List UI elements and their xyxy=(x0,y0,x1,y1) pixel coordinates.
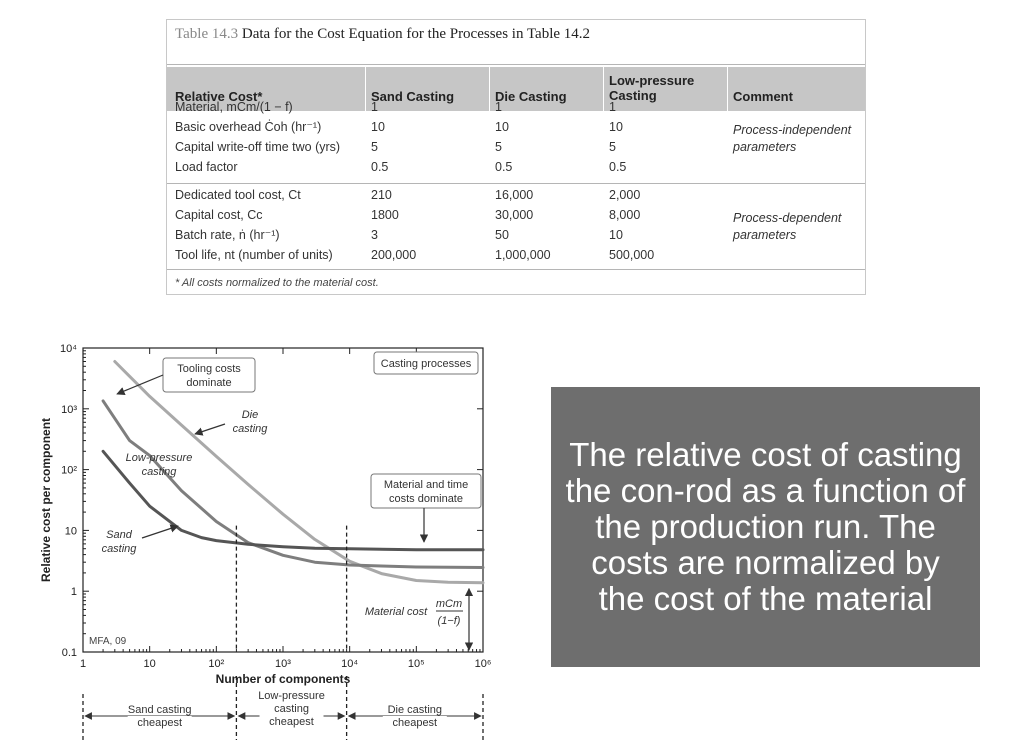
table-cell: 200,000 xyxy=(371,248,417,262)
table-cell: Dedicated tool cost, Ct xyxy=(175,188,301,202)
region-label: Low-pressure xyxy=(258,690,325,702)
table-cell: 10 xyxy=(609,228,623,242)
table-cell: 0.5 xyxy=(495,160,513,174)
table-cell: 500,000 xyxy=(609,248,655,262)
table-cell: 50 xyxy=(495,228,509,242)
table-cell: 210 xyxy=(371,188,392,202)
table-cell: Batch rate, ṅ (hr⁻¹) xyxy=(175,228,280,242)
comment-process-dependent: Process-dependent parameters xyxy=(733,211,842,242)
legend-label: Casting processes xyxy=(380,358,472,370)
table-cell: 16,000 xyxy=(495,188,534,202)
y-tick-label: 10² xyxy=(61,464,77,477)
material-formula-den: (1−f) xyxy=(437,615,461,627)
table-cell: Basic overhead Ċoh (hr⁻¹) xyxy=(175,120,322,134)
x-tick-label: 10⁶ xyxy=(474,658,492,670)
region-label: casting xyxy=(274,703,309,715)
low-pressure-label: casting xyxy=(141,466,177,478)
x-tick-label: 10⁴ xyxy=(341,658,359,670)
region-label: cheapest xyxy=(137,717,183,729)
table-cell: 10 xyxy=(609,120,623,134)
table-number: Table 14.3 xyxy=(175,26,239,42)
header-low-pressure-casting: Low-pressure Casting xyxy=(609,73,695,103)
x-tick-label: 10³ xyxy=(275,658,291,670)
table-cell: Load factor xyxy=(175,160,238,174)
table-cell: 5 xyxy=(371,140,378,154)
y-tick-label: 1 xyxy=(70,586,77,599)
region-label: Die casting xyxy=(387,704,443,716)
x-tick-label: 10⁵ xyxy=(407,658,425,670)
table-cell: Capital cost, Cc xyxy=(175,208,263,222)
sand-casting-label: Sand xyxy=(106,529,132,541)
table-cell: Material, mCm/(1 − f) xyxy=(175,100,293,114)
tooling-label: Tooling costs xyxy=(177,363,241,375)
x-tick-label: 10 xyxy=(143,658,156,670)
material-time-label: Material and time xyxy=(383,479,469,491)
header-relative-cost: Relative Cost* xyxy=(175,89,263,104)
y-tick-label: 10 xyxy=(64,525,77,538)
comment-process-independent: Process-independent parameters xyxy=(733,123,852,154)
y-tick-label: 10⁴ xyxy=(60,343,77,355)
x-tick-label: 10² xyxy=(208,658,225,670)
table-title: Data for the Cost Equation for the Processes in Table 14.2 xyxy=(241,26,591,42)
tooling-label: dominate xyxy=(186,377,232,389)
y-axis-label: Relative cost per component xyxy=(39,417,53,583)
table-cell: 5 xyxy=(495,140,502,154)
sand-casting-label: casting xyxy=(101,543,137,555)
table-cell: 10 xyxy=(495,120,509,134)
table-cell: 1800 xyxy=(371,208,399,222)
material-formula-num: mCm xyxy=(435,598,463,610)
table-cell: 0.5 xyxy=(371,160,389,174)
table-cell: 10 xyxy=(371,120,385,134)
table-cell: 2,000 xyxy=(609,188,641,202)
low-pressure-label: Low-pressure xyxy=(125,452,193,464)
y-tick-label: 10³ xyxy=(61,403,77,416)
caption-text: The relative cost of casting the con-rod as a function of the production run. The costs are normalized by the cost of the material xyxy=(565,436,966,617)
table-cell: Capital write-off time two (yrs) xyxy=(175,140,341,154)
x-axis-label: Number of components xyxy=(215,672,351,686)
region-label: cheapest xyxy=(269,716,314,728)
die-casting-label: Die xyxy=(241,409,259,421)
table-cell: 30,000 xyxy=(495,208,534,222)
y-tick-label: 0.1 xyxy=(61,647,77,659)
table-footnote: * All costs normalized to the material cost. xyxy=(175,277,379,289)
data-table xyxy=(166,19,866,295)
table-cell: 1 xyxy=(371,100,378,114)
header-sand-casting: Sand Casting xyxy=(371,89,455,104)
table-cell: 1 xyxy=(495,100,502,114)
material-cost-label: Material cost xyxy=(364,606,428,618)
region-label: cheapest xyxy=(392,717,438,729)
credit-label: MFA, 09 xyxy=(89,636,127,647)
material-time-label: costs dominate xyxy=(389,493,463,505)
header-die-casting: Die Casting xyxy=(495,89,567,104)
chart-description-caption xyxy=(551,387,980,667)
region-label: Sand casting xyxy=(127,704,192,716)
table-cell: Tool life, nt (number of units) xyxy=(175,248,333,262)
table-caption xyxy=(175,26,590,43)
cost-vs-production-chart xyxy=(0,330,520,754)
die-casting-label: casting xyxy=(232,423,268,435)
table-cell: 3 xyxy=(371,228,378,242)
x-tick-label: 1 xyxy=(79,658,87,670)
header-comment: Comment xyxy=(733,89,793,104)
table-cell: 8,000 xyxy=(609,208,641,222)
table-cell: 0.5 xyxy=(609,160,627,174)
table-cell: 5 xyxy=(609,140,616,154)
table-cell: 1,000,000 xyxy=(495,248,551,262)
table-cell: 1 xyxy=(609,100,616,114)
